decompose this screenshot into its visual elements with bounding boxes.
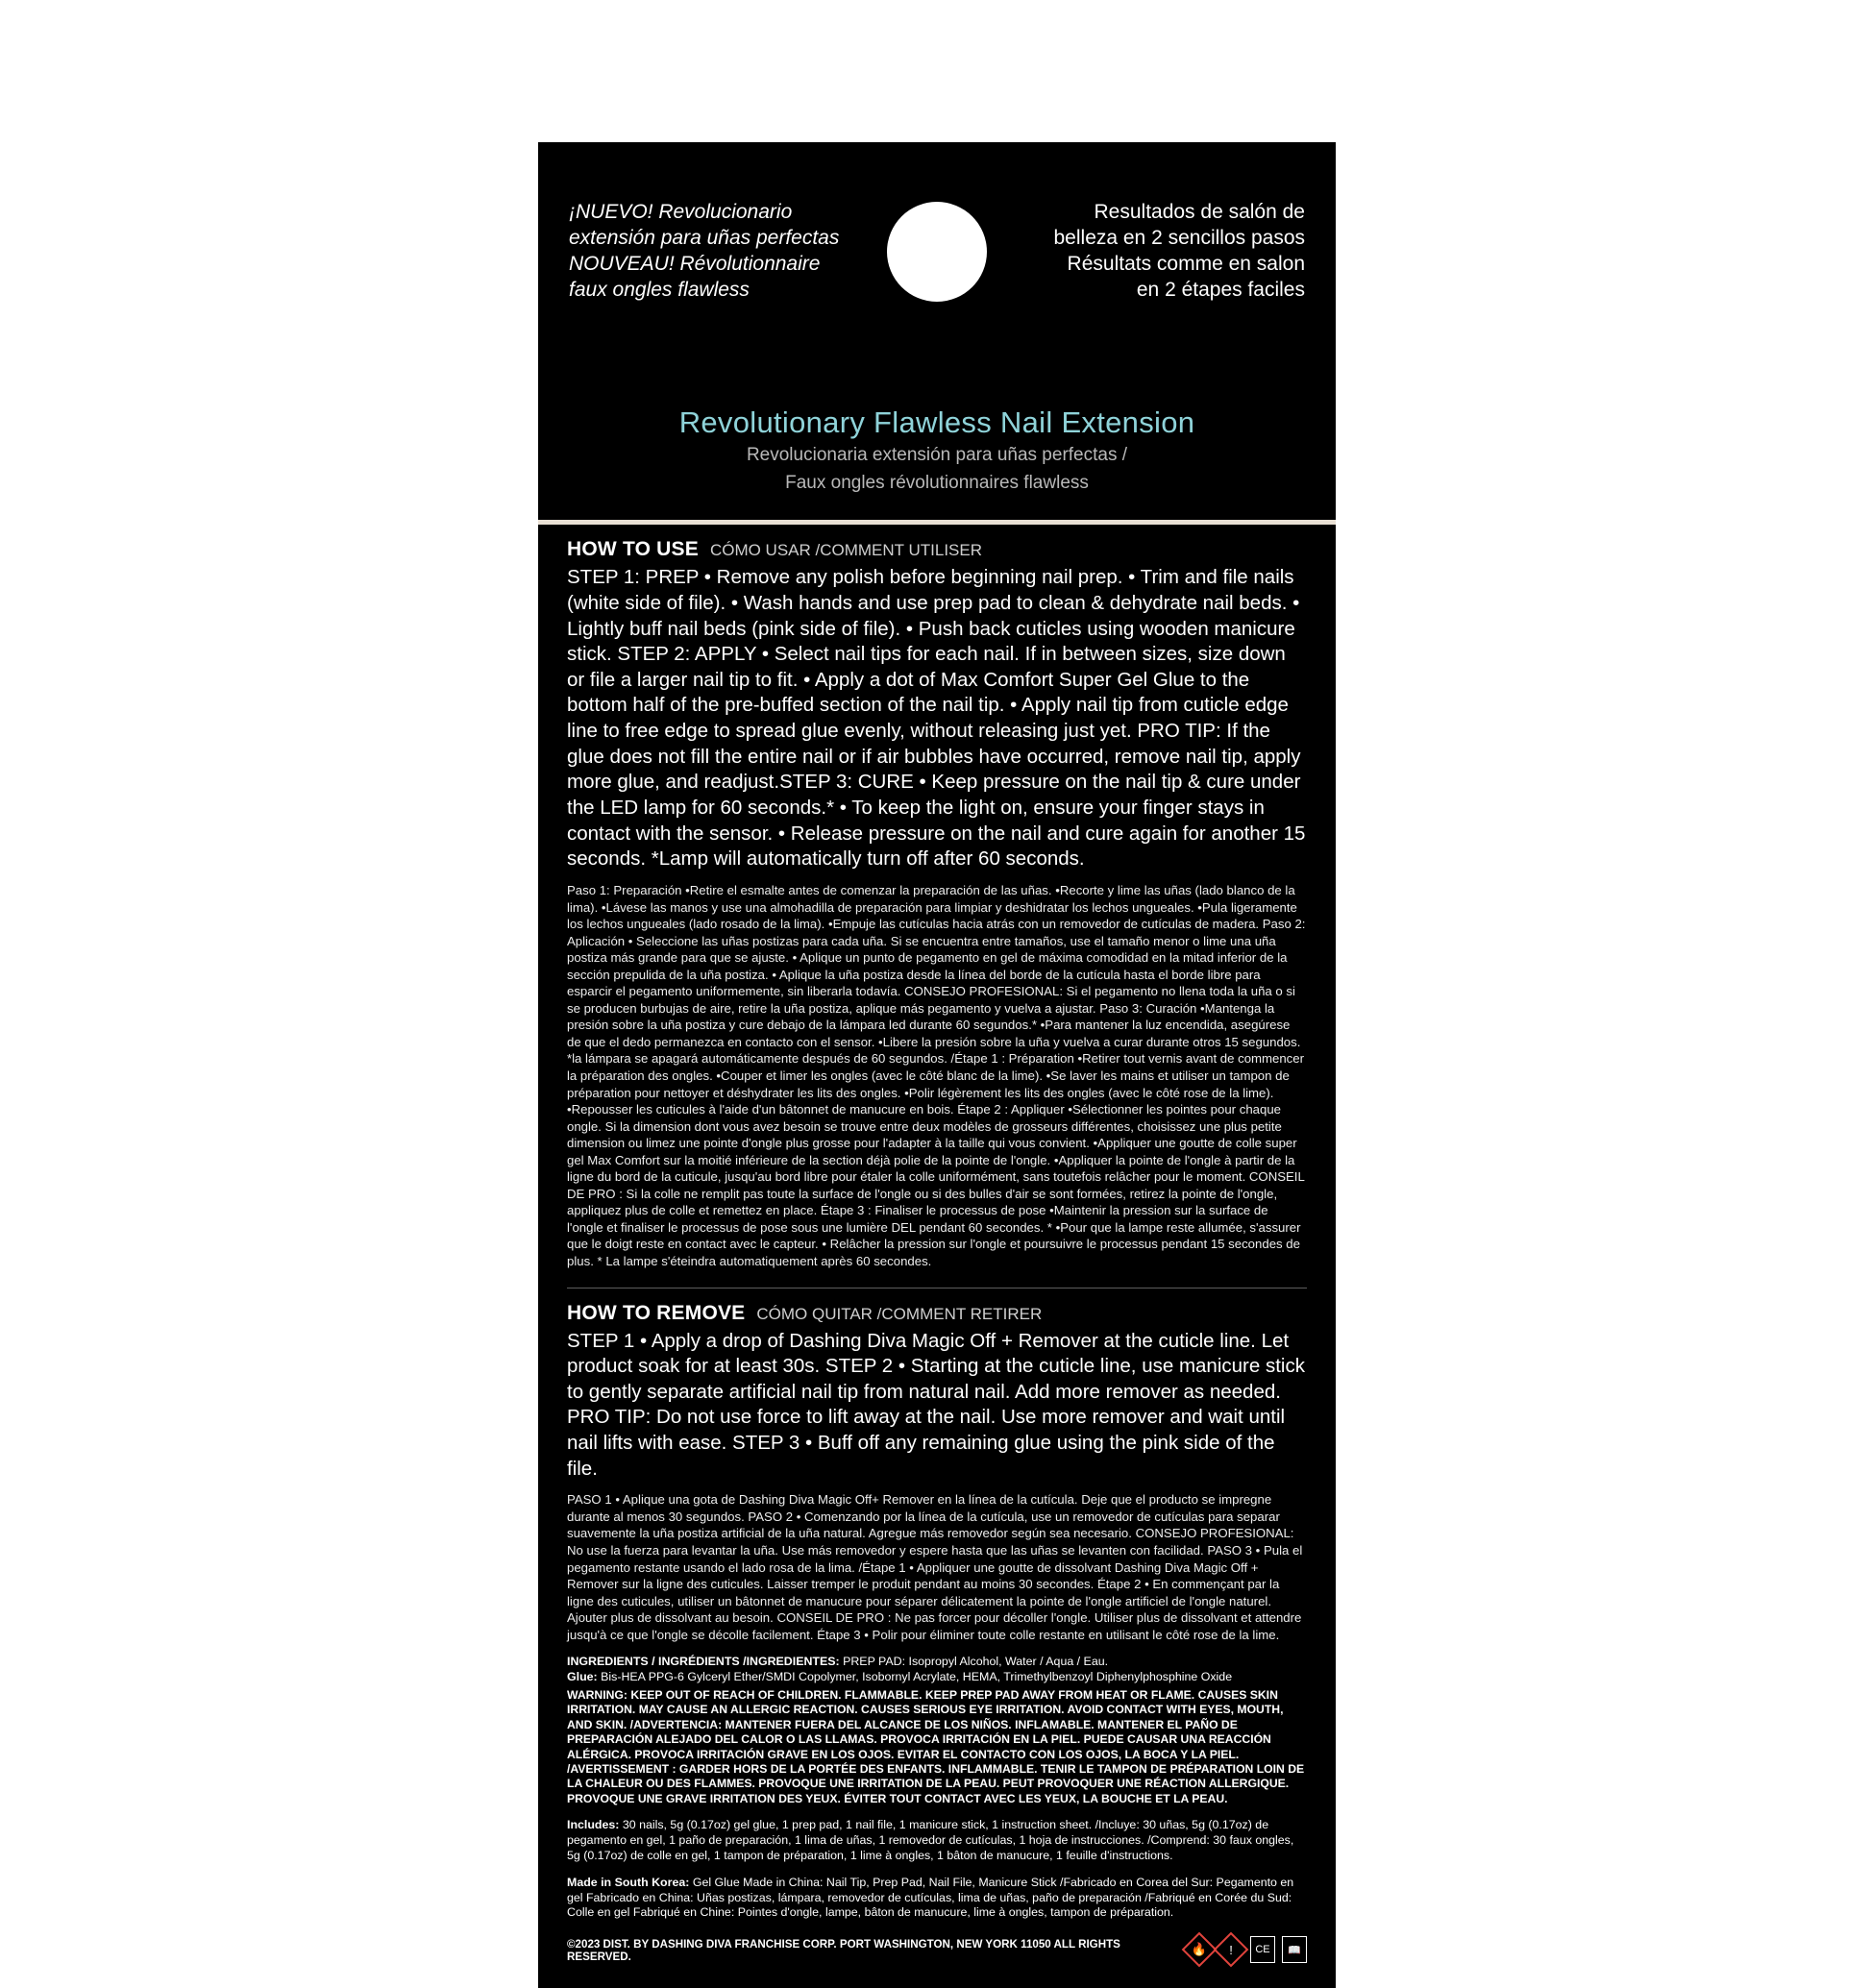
- tag-left-line-4: faux ongles flawless: [569, 278, 750, 301]
- hang-hole-icon: [887, 202, 987, 302]
- includes-label: Includes:: [567, 1818, 620, 1832]
- ingredients-label: INGREDIENTS / INGRÉDIENTS /INGREDIENTES:: [567, 1655, 840, 1669]
- how-to-remove-translations: PASO 1 • Aplique una gota de Dashing Diva Magic Off+ Remover en la línea de la cutícula. Deje que el producto se impregne durante al menos 30 segundos. PASO 2 • Comenzando por la línea de la cutícula, use un removedor de cutículas para separar suavemente la uña postiza artificial de la uña natural. Agregue más removedor según sea necesario. CONSEJO PROFESIONAL: No use la fuerza para levantar la uña. Use más removedor y espere hasta que las uñas se levanten con facilidad. PASO 3 • Pula el pegamento restante usando el lado rosa de la lima. /Étape 1 • Appliquer une goutte de dissolvant Dashing Diva Magic Off + Remover sur la ligne des cuticules. Laisser tremper le produit pendant au moins 30 secondes. Étape 2 • En commençant par la ligne des cuticules, utiliser un bâtonnet de manucure pour séparer délicatement la pointe de l'ongle artificiel de l'ongle naturel. Ajouter plus de dissolvant au besoin. CONSEIL DE PRO : Ne pas forcer pour décoller l'ongle. Utiliser plus de dissolvant et attendre jusqu'à ce que l'ongle se décolle facilement. Étape 3 • Polir pour éliminer toute colle restante en utilisant le côté rose de la lime.: [567, 1492, 1303, 1642]
- how-to-use-title-translated: CÓMO USAR /COMMENT UTILISER: [709, 541, 982, 560]
- ingredients-block: [567, 1655, 1307, 1685]
- glue-ingredients: Bis-HEA PPG-6 Gylceryl Ether/SMDI Copolymer, Isobornyl Acrylate, HEMA, Trimethylbenzoyl Diphenylphosphine Oxide: [601, 1670, 1233, 1684]
- how-to-use-heading: [567, 538, 1307, 561]
- origin-block: [567, 1876, 1307, 1922]
- how-to-remove-title: HOW TO REMOVE: [567, 1301, 746, 1324]
- booklet-icon: 📖: [1282, 1936, 1307, 1963]
- instructions-body: [538, 525, 1336, 1988]
- origin-label: Made in South Korea:: [567, 1875, 690, 1889]
- hang-tag-header: [538, 142, 1336, 390]
- tag-right-line-3: Résultats comme en salon: [1067, 252, 1305, 275]
- origin-text: Gel Glue Made in China: Nail Tip, Prep Pad, Nail File, Manicure Stick /Fabricado en Corea del Sur: Pegamento en gel Fabricado en China: Uñas postizas, lámpara, removedor de cutículas, lima de uñas, paño de preparación /Fabriqué en Corée du Sud: Colle en gel Fabriqué en Chine: Pointes d'ongle, lampe, bâton de manucure, lime à ongles, tampon de préparation.: [567, 1875, 1294, 1920]
- how-to-use-english: STEP 1: PREP • Remove any polish before beginning nail prep. • Trim and file nails (white side of file). • Wash hands and use prep pad to clean & dehydrate nail beds. • Lightly buff nail beds (pink side of file). • Push back cuticles using wooden manicure stick. STEP 2: APPLY • Select nail tips for each nail. If in between sizes, size down or file a larger nail tip to fit. • Apply a dot of Max Comfort Super Gel Glue to the bottom half of the pre-buffed section of the nail tip. • Apply nail tip from cuticle edge line to free edge to spread glue evenly, without releasing just yet. PRO TIP: If the glue does not fill the entire nail or if air bubbles have occurred, remove nail tip, apply more glue, and readjust.STEP 3: CURE • Keep pressure on the nail tip & cure under the LED lamp for 60 seconds.* • To keep the light on, ensure your finger stays in contact with the sensor. • Release pressure on the nail and cure again for another 15 seconds. *Lamp will automatically turn off after 60 seconds.: [567, 566, 1306, 871]
- how-to-remove-title-translated: CÓMO QUITAR /COMMENT RETIRER: [756, 1304, 1043, 1323]
- ghs-irritant-glyph: !: [1229, 1942, 1233, 1957]
- page-title: Revolutionary Flawless Nail Extension: [678, 405, 1195, 439]
- warning-text: WARNING: KEEP OUT OF REACH OF CHILDREN. FLAMMABLE. KEEP PREP PAD AWAY FROM HEAT OR FLAME. CAUSES SKIN IRRITATION. MAY CAUSE AN ALLERGIC REACTION. CAUSES SERIOUS EYE IRRITATION. AVOID CONTACT WITH EYES, MOUTH, AND SKIN. /ADVERTENCIA: MANTENER FUERA DEL ALCANCE DE LOS NIÑOS. INFLAMABLE. MANTENER EL PAÑO DE PREPARACIÓN ALEJADO DEL CALOR O LAS LLAMAS. PROVOCA IRRITACIÓN EN LA PIEL. PUEDE CAUSAR UNA REACCIÓN ALÉRGICA. PROVOCA IRRITACIÓN GRAVE EN LOS OJOS. EVITAR EL CONTACTO CON LOS OJOS, LA BOCA Y LA PIEL. /AVERTISSEMENT : GARDER HORS DE LA PORTÉE DES ENFANTS. INFLAMMABLE. TENIR LE TAMPON DE PRÉPARATION LOIN DE LA CHALEUR OU DES FLAMMES. PROVOQUE UNE IRRITATION DE LA PEAU. PEUT PROVOQUER UNE RÉACTION ALLERGIQUE. PROVOQUE UNE GRAVE IRRITATION DES YEUX. ÉVITER TOUT CONTACT AVEC LES YEUX, LA BOUCHE ET LA PEAU.: [567, 1688, 1305, 1805]
- page-subtitle-es: Revolucionaria extensión para uñas perfectas /: [746, 445, 1128, 465]
- tag-right-line-4: en 2 étapes faciles: [1136, 278, 1305, 301]
- tag-text-right: [1046, 200, 1305, 304]
- includes-text: 30 nails, 5g (0.17oz) gel glue, 1 prep pad, 1 nail file, 1 manicure stick, 1 instruction sheet. /Incluye: 30 uñas, 5g (0.17oz) de pegamento en gel, 1 paño de preparación, 1 lima de uñas, 1 removedor de cutículas, 1 hoja de instrucciones. /Comprend: 30 faux ongles, 5g (0.17oz) de colle en gel, 1 tampon de préparation, 1 lime à ongles, 1 bâton de manucure, 1 feuille d'instructions.: [567, 1818, 1294, 1862]
- section-divider: [567, 1288, 1307, 1289]
- tag-left-line-3: NOUVEAU! Révolutionnaire: [569, 252, 821, 275]
- tag-right-line-1: Resultados de salón de: [1094, 201, 1305, 223]
- footer-row: [567, 1936, 1307, 1963]
- ghs-flammable-glyph: 🔥: [1191, 1942, 1208, 1957]
- how-to-remove-heading: [567, 1302, 1307, 1325]
- copyright-text: ©2023 DIST. BY DASHING DIVA FRANCHISE CORP. PORT WASHINGTON, NEW YORK 11050 ALL RIGHTS RESERVED.: [567, 1938, 1120, 1964]
- symbol-icons: [1187, 1936, 1307, 1963]
- ce-mark-icon: CE: [1250, 1936, 1275, 1963]
- tag-left-line-2: extensión para uñas perfectas: [569, 226, 840, 249]
- ingredients-prep-pad: PREP PAD: Isopropyl Alcohol, Water / Aqua / Eau.: [843, 1655, 1109, 1669]
- how-to-remove-english: STEP 1 • Apply a drop of Dashing Diva Magic Off + Remover at the cuticle line. Let product soak for at least 30s. STEP 2 • Starting at the cuticle line, use manicure stick to gently separate artificial nail tip from natural nail. Add more remover as needed. PRO TIP: Do not use force to lift away at the nail. Use more remover and wait until nail lifts with ease. STEP 3 • Buff off any remaining glue using the pink side of the file.: [567, 1329, 1305, 1480]
- ghs-flammable-icon: [1182, 1932, 1218, 1968]
- page-subtitle-fr: Faux ongles révolutionnaires flawless: [785, 472, 1089, 493]
- product-package-back: [538, 142, 1336, 1988]
- includes-block: [567, 1818, 1307, 1864]
- glue-label: Glue:: [567, 1670, 598, 1684]
- tag-text-left: [569, 200, 857, 304]
- how-to-use-translations: Paso 1: Preparación •Retire el esmalte antes de comenzar la preparación de las uñas. •Recorte y lime las uñas (lado blanco de la lima). •Lávese las manos y use una almohadilla de preparación para limpiar y deshidratar los lechos ungueales. •Pula ligeramente los lechos ungueales (lado rosado de la lima). •Empuje las cutículas hacia atrás con un removedor de cutículas de madera. Paso 2: Aplicación • Seleccione las uñas postizas para cada uña. Si se encuentra entre tamaños, use el tamaño menor o lime una uña postiza más grande para que se ajuste. • Aplique un punto de pegamento en gel de máxima comodidad en la mitad inferior de la sección prepulida de la uña postiza. • Aplique la uña postiza desde la línea del borde de la cutícula hasta el borde libre para esparcir el pegamento uniformemente, sin liberarla todavía. CONSEJO PROFESIONAL: Si el pegamento no llena toda la uña o si se producen burbujas de aire, retire la uña postiza, aplique más pegamento y vuelva a ajustar. Paso 3: Curación •Mantenga la presión sobre la uña postiza y cure debajo de la lámpara led durante 60 segundos.* •Para mantener la luz encendida, asegúrese de que el dedo permanezca en contacto con el sensor. •Libere la presión sobre la uña y vuelva a curar durante otros 15 segundos. *la lámpara se apagará automáticamente después de 60 segundos. /Étape 1 : Préparation •Retirer tout vernis avant de commencer la préparation des ongles. •Couper et limer les ongles (avec le côté blanc de la lime). •Se laver les mains et utiliser un tampon de préparation pour nettoyer et déshydrater les lits des ongles. •Polir légèrement les lits des ongles (avec le côté rose de la lime). •Repousser les cuticules à l'aide d'un bâtonnet de manucure en bois. Étape 2 : Appliquer •Sélectionner les pointes pour chaque ongle. Si la dimension dont vous avez besoin se trouve entre deux modèles de grosseurs différentes, choisissez une plus petite dimension ou limez une pointe d'ongle plus grosse pour l'adapter à la taille qui vous convient. •Appliquer une goutte de colle super gel Max Comfort sur la moitié inférieure de la section déjà polie de la pointe de l'ongle. •Appliquer la pointe de l'ongle à partir de la ligne du bord de la cuticule, jusqu'au bord libre pour étaler la colle uniformément, sans toutefois relâcher pour le moment. CONSEIL DE PRO : Si la colle ne remplit pas toute la surface de l'ongle ou si des bulles d'air se sont formées, retirez la pointe de l'ongle, appliquez plus de colle et remettez en place. Étape 3 : Finaliser le processus de pose •Maintenir la pression sur la surface de l'ongle et finaliser le processus de pose sous une lumière DEL pendant 60 secondes. * •Pour que la lampe reste allumée, s'assurer que le doigt reste en contact avec le capteur. • Relâcher la pression sur l'ongle et poursuivre le processus pendant 15 secondes de plus. * La lampe s'éteindra automatiquement après 60 secondes.: [567, 882, 1306, 1268]
- how-to-use-title: HOW TO USE: [567, 538, 699, 561]
- ghs-irritant-icon: [1214, 1932, 1249, 1968]
- tag-left-line-1: ¡NUEVO! Revolucionario: [569, 201, 793, 223]
- product-title-band: [538, 390, 1336, 520]
- tag-right-line-2: belleza en 2 sencillos pasos: [1053, 226, 1305, 249]
